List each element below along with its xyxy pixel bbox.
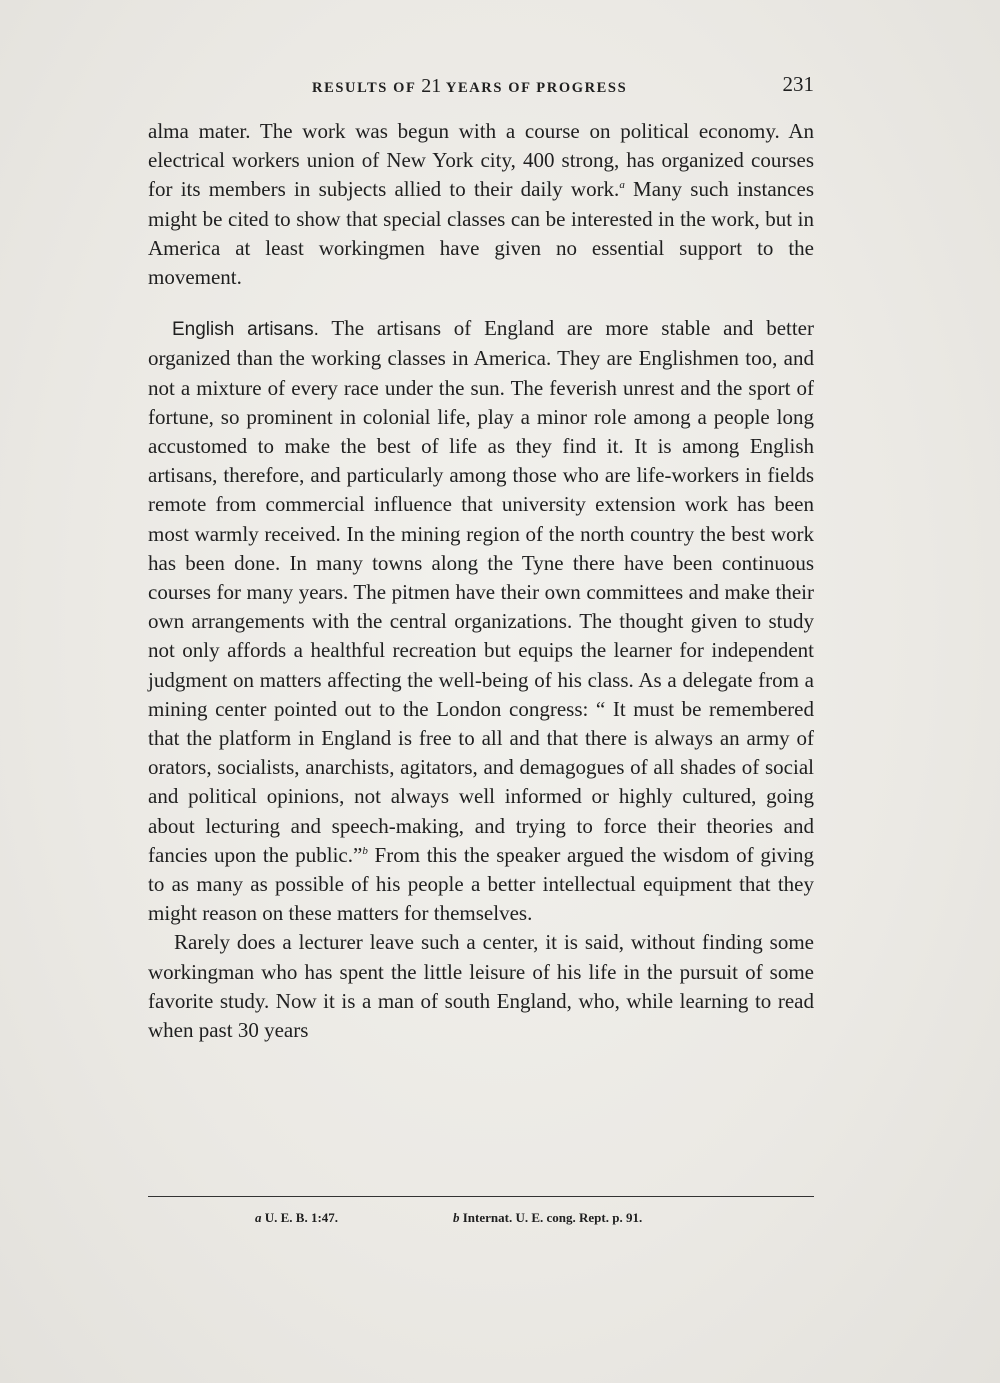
paragraph-3-text: Rarely does a lecturer leave such a center, it is said, without finding some workingman who has spent the little leisure of his life in the pursuit of some favorite study. Now it is a man of south England, who, while learning to read when past 30 years (148, 930, 814, 1043)
running-head-start: RESULTS OF (312, 80, 422, 96)
paragraph-2-text-a: The artisans of England are more stable and better organized than the working classes in America. They are Englishmen too, and not a mixture of every race under the sun. The feverish unrest and the sport of fortune, so prominent in colonial life, play a minor role among a people long accustomed to make the best of life as they find it. It is among English artisans, therefore, and particularly among those who are life-workers in fields remote from commercial influence that university extension work has been most warmly received. In the mining region of the north country the best work has been done. In many towns along the Tyne there have been continuous courses for many years. The pitmen have their own committees and make their own arrangements with the central organizations. The thought given to study not only affords a healthful recreation but equips the learner for independent judgment on matters affecting the well-being of his class. As a delegate from a mining center pointed out to the London congress: “ It must be remembered that the platform in England is free to all and that there is always an army of orators, socialists, anarchists, agitators, and demagogues of all shades of social and political opinions, not always well informed or highly cultured, going about lecturing and speech-making, and trying to force their theories and fancies upon the public.” (148, 316, 814, 867)
footnote-a (255, 1210, 338, 1226)
paragraph-1 (148, 117, 814, 292)
page-number: 231 (782, 72, 814, 96)
footnotes (148, 1210, 814, 1234)
paragraph-2 (148, 314, 814, 928)
paragraph-2-text-b: From this the speaker argued the wisdom of giving to as many as possible of his people a better intellectual equipment that they might reason on these matters for themselves. (148, 842, 814, 926)
side-heading: English artisans. (172, 319, 319, 341)
running-head (312, 75, 627, 98)
paragraph-1-text-b: Many such instances might be cited to show that special classes can be interested in the work, but in America at least workingmen have given no essential support to the movement. (148, 177, 814, 290)
paragraph-1-text-a: alma mater. The work was begun with a course on political economy. An electrical workers union of New York city, 400 strong, has organized courses for its members in subjects allied to their daily work. (148, 119, 814, 202)
running-head-number: 21 (421, 75, 442, 97)
footnote-b-mark: b (453, 1210, 460, 1225)
footnote-a-text: U. E. B. 1:47. (261, 1210, 339, 1225)
footnote-b-text: Internat. U. E. cong. Rept. p. 91. (459, 1210, 643, 1225)
footnote-ref-a: a (619, 179, 625, 192)
paragraph-3 (148, 928, 814, 1045)
footnote-b (453, 1210, 642, 1226)
footnote-a-mark: a (255, 1210, 262, 1225)
footnote-rule (148, 1196, 814, 1197)
page-header (148, 72, 814, 102)
footnote-ref-b: b (362, 844, 368, 857)
body-text (148, 117, 814, 1045)
running-head-end: YEARS OF PROGRESS (441, 80, 628, 96)
